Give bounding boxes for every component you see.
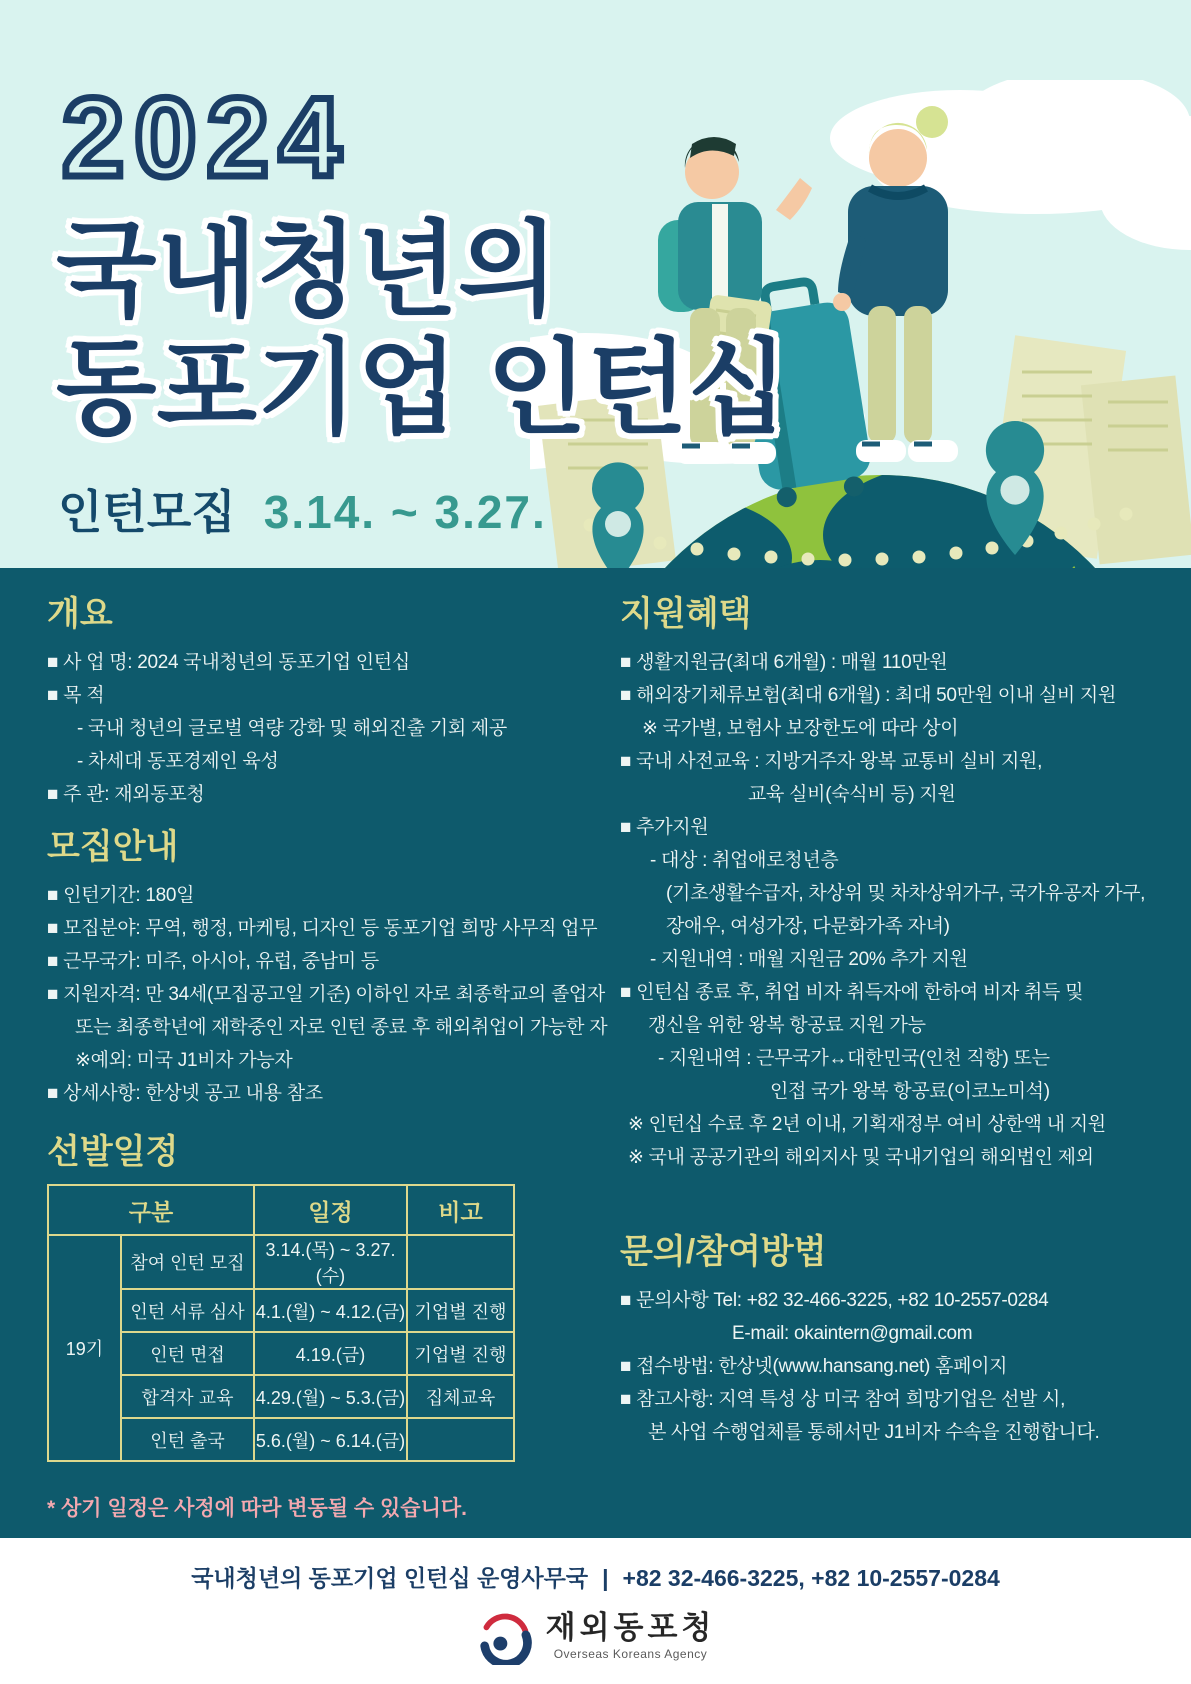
contact-email: E-mail: okaintern@gmail.com: [732, 1323, 973, 1344]
poster-title-line1: 국내청년의: [56, 213, 559, 329]
footer: [0, 1538, 1191, 1684]
footer-office-line: [0, 1560, 1191, 1593]
list-item: ■ 추가지원: [620, 817, 709, 838]
column-header-category: 구분: [48, 1185, 254, 1235]
category-cell: 참여 인턴 모집: [121, 1235, 254, 1289]
recruit-label: 인턴모집: [58, 486, 236, 538]
list-item: ■ 참고사항: 지역 특성 상 미국 참여 희망기업은 선발 시,: [620, 1389, 1066, 1410]
agency-logo-symbol-icon: [476, 1607, 534, 1665]
contact-heading: 문의/참여방법: [620, 1233, 827, 1271]
list-item: ■ 인턴기간: 180일: [47, 885, 195, 906]
category-cell: 인턴 서류 심사: [121, 1289, 254, 1332]
recruit-period: 3.14. ~ 3.27.: [263, 486, 547, 538]
poster-title: [56, 212, 788, 448]
footer-divider: |: [602, 1565, 609, 1591]
section-contact: [620, 1230, 1180, 1449]
schedule-cell: 4.29.(월) ~ 5.3.(금): [254, 1375, 407, 1418]
list-item: ■ 문의사항 Tel: +82 32-466-3225, +82 10-2557-0284: [620, 1290, 1049, 1311]
list-item: ■ 모집분야: 무역, 행정, 마케팅, 디자인 등 동포기업 희망 사무직 업무: [47, 918, 598, 939]
list-item: 인접 국가 왕복 항공료(이코노미석): [770, 1081, 1050, 1102]
note-cell: [407, 1418, 514, 1461]
list-item: ■ 접수방법: 한상넷(www.hansang.net) 홈페이지: [620, 1356, 1008, 1377]
location-pin-icon: [592, 462, 644, 568]
category-cell: 인턴 출국: [121, 1418, 254, 1461]
schedule-cell: 5.6.(월) ~ 6.14.(금): [254, 1418, 407, 1461]
list-item: ※ 국가별, 보험사 보장한도에 따라 상이: [642, 718, 959, 739]
schedule-table: [47, 1184, 515, 1462]
agency-logo: [0, 1607, 1191, 1665]
list-item: ■ 해외장기체류보험(최대 6개월) : 최대 50만원 이내 실비 지원: [620, 685, 1117, 706]
table-row: [48, 1235, 514, 1289]
list-item: 갱신을 위한 왕복 항공료 지원 가능: [648, 1015, 926, 1036]
list-item: - 지원내역 : 매월 지원금 20% 추가 지원: [650, 949, 968, 970]
schedule-footnote: * 상기 일정은 사정에 따라 변동될 수 있습니다.: [47, 1497, 467, 1520]
list-item: ※ 인턴십 수료 후 2년 이내, 기획재정부 여비 상한액 내 지원: [628, 1114, 1106, 1135]
note-cell: 기업별 진행: [407, 1289, 514, 1332]
group-label-cell: 19기: [48, 1235, 121, 1461]
overview-heading: 개요: [47, 595, 113, 633]
schedule-heading: 선발일정: [47, 1133, 179, 1171]
agency-name: 재외동포청: [545, 1610, 716, 1645]
section-benefits: [620, 592, 1180, 1174]
schedule-cell: 4.19.(금): [254, 1332, 407, 1375]
list-item: ■ 국내 사전교육 : 지방거주자 왕복 교통비 실비 지원,: [620, 751, 1043, 772]
section-recruit-info: [47, 825, 608, 1110]
list-item: ■ 인턴십 종료 후, 취업 비자 취득자에 한하여 비자 취득 및: [620, 982, 1084, 1003]
recruit-info-heading: 모집안내: [47, 828, 179, 866]
footer-office-name: 국내청년의 동포기업 인턴십 운영사무국: [191, 1565, 589, 1591]
list-item: - 대상 : 취업애로청년층: [650, 850, 839, 871]
list-item: ■ 상세사항: 한상넷 공고 내용 참조: [47, 1083, 323, 1104]
schedule-cell: 3.14.(목) ~ 3.27.(수): [254, 1235, 407, 1289]
list-item: 또는 최종학년에 재학중인 자로 인턴 종료 후 해외취업이 가능한 자: [75, 1017, 608, 1038]
section-schedule: [47, 1130, 597, 1522]
list-item: ■ 근무국가: 미주, 아시아, 유럽, 중남미 등: [47, 951, 379, 972]
right-column: [620, 592, 1180, 1449]
note-cell: [407, 1235, 514, 1289]
hero-year: 2024: [62, 75, 352, 200]
benefits-heading: 지원혜택: [620, 595, 752, 633]
column-header-schedule: 일정: [254, 1185, 407, 1235]
list-item: (기초생활수급자, 차상위 및 차차상위가구, 국가유공자 가구,: [666, 883, 1146, 904]
table-header-row: [48, 1185, 514, 1235]
agency-name-english: Overseas Koreans Agency: [553, 1647, 708, 1661]
list-item: ■ 주 관: 재외동포청: [47, 784, 205, 805]
category-cell: 인턴 면접: [121, 1332, 254, 1375]
category-cell: 합격자 교육: [121, 1375, 254, 1418]
list-item: ※ 국내 공공기관의 해외지사 및 국내기업의 해외법인 제외: [628, 1147, 1094, 1168]
agency-logo-text: [546, 1611, 716, 1661]
schedule-cell: 4.1.(월) ~ 4.12.(금): [254, 1289, 407, 1332]
list-item: - 차세대 동포경제인 육성: [77, 751, 279, 772]
hero-section: [0, 0, 1191, 568]
left-column: [47, 592, 608, 1543]
list-item: ※예외: 미국 J1비자 가능자: [75, 1050, 293, 1071]
list-item: ■ 생활지원금(최대 6개월) : 매월 110만원: [620, 652, 948, 673]
note-cell: 기업별 진행: [407, 1332, 514, 1375]
list-item: - 국내 청년의 글로벌 역량 강화 및 해외진출 기회 제공: [77, 718, 507, 739]
main-body: [0, 568, 1191, 1538]
list-item: ■ 사 업 명: 2024 국내청년의 동포기업 인턴십: [47, 652, 410, 673]
list-item: - 지원내역 : 근무국가↔대한민국(인천 직항) 또는: [658, 1048, 1050, 1069]
recruit-period-row: [58, 476, 547, 542]
section-overview: [47, 592, 597, 811]
column-header-note: 비고: [407, 1185, 514, 1235]
note-cell: 집체교육: [407, 1375, 514, 1418]
footer-phones: +82 32-466-3225, +82 10-2557-0284: [622, 1565, 1000, 1591]
poster-title-line2: 동포기업 인턴십: [56, 331, 789, 447]
list-item: 교육 실비(숙식비 등) 지원: [748, 784, 956, 805]
list-item: 본 사업 수행업체를 통해서만 J1비자 수속을 진행합니다.: [648, 1422, 1100, 1443]
list-item: 장애우, 여성가장, 다문화가족 자녀): [666, 916, 950, 937]
list-item: ■ 지원자격: 만 34세(모집공고일 기준) 이하인 자로 최종학교의 졸업자: [47, 984, 605, 1005]
list-item: ■ 목 적: [47, 685, 105, 706]
